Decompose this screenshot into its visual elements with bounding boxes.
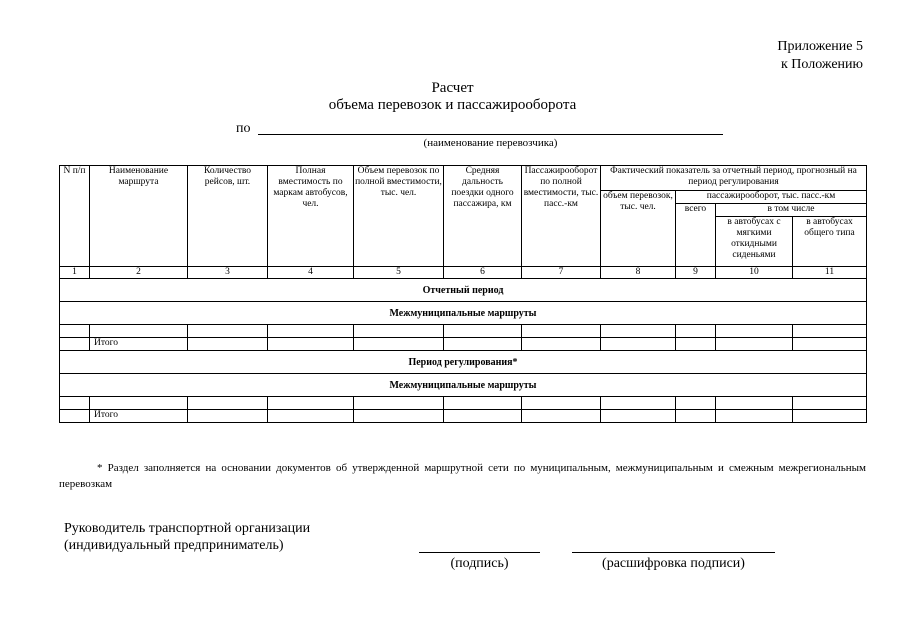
col-number: 8 <box>601 267 676 279</box>
signer-block <box>64 520 310 554</box>
section-reporting-period: Отчетный период <box>60 279 867 302</box>
carrier-name-field[interactable] <box>258 134 723 135</box>
header-route: Наименование маршрута <box>90 166 188 267</box>
col-number: 2 <box>90 267 188 279</box>
footnote: * Раздел заполняется на основании документов об утвержденной маршрутной сети по муниципальным, межмуниципальным и смежным межрегиональным перевозкам <box>59 462 866 490</box>
col-number: 11 <box>793 267 867 279</box>
carrier-hint: (наименование перевозчика) <box>423 137 558 149</box>
calculation-table <box>59 165 867 423</box>
doc-title: Расчет <box>431 80 474 96</box>
header-avg-distance: Средняя дальность поездки одного пассажира, км <box>444 166 522 267</box>
header-actual-group: Фактический показатель за отчетный период, прогнозный на период регулирования <box>601 166 867 191</box>
header-pkm-full: Пассажирооборот по полной вместимости, тыс. пасс.-км <box>522 166 601 267</box>
doc-subtitle: объема перевозок и пассажирооборота <box>328 97 577 113</box>
signer-line1: Руководитель транспортной организации <box>64 521 311 536</box>
section-intermunicipal-routes: Межмуниципальные маршруты <box>60 302 867 325</box>
signer-line2: (индивидуальный предприниматель) <box>64 538 284 553</box>
header-including: в том числе <box>716 204 867 217</box>
header-volume: объем перевозок, тыс. чел. <box>601 191 676 267</box>
appendix-label <box>777 38 863 74</box>
signature-decode-caption: (расшифровка подписи) <box>602 556 745 571</box>
header-general-type: в автобусах общего типа <box>793 217 867 267</box>
col-number: 10 <box>716 267 793 279</box>
signature-decode-field[interactable] <box>572 552 775 553</box>
col-number: 3 <box>188 267 268 279</box>
header-volume-full: Объем перевозок по полной вместимости, тыс. чел. <box>354 166 444 267</box>
header-pkm: пассажирооборот, тыс. пасс.-км <box>676 191 867 204</box>
table-row <box>60 325 867 338</box>
col-number: 7 <box>522 267 601 279</box>
section-regulation-period: Период регулирования* <box>60 351 867 374</box>
header-total: всего <box>676 204 716 267</box>
table-row-total <box>60 338 867 351</box>
table-row <box>60 397 867 410</box>
col-number: 6 <box>444 267 522 279</box>
total-label: Итого <box>90 338 188 351</box>
header-capacity: Полная вместимость по маркам автобусов, чел. <box>268 166 354 267</box>
signature-caption: (подпись) <box>450 556 509 571</box>
header-soft-seats: в автобусах с мягкими откидными сиденьями <box>716 217 793 267</box>
col-number: 9 <box>676 267 716 279</box>
section-intermunicipal-routes: Межмуниципальные маршруты <box>60 374 867 397</box>
header-trips: Количество рейсов, шт. <box>188 166 268 267</box>
appendix-line1: Приложение 5 <box>777 39 863 54</box>
col-number: 1 <box>60 267 90 279</box>
total-label: Итого <box>90 410 188 423</box>
col-number: 4 <box>268 267 354 279</box>
header-n: N п/п <box>60 166 90 267</box>
col-number: 5 <box>354 267 444 279</box>
appendix-line2: к Положению <box>780 57 863 72</box>
table-row-total <box>60 410 867 423</box>
signature-field[interactable] <box>419 552 540 553</box>
carrier-prefix: по <box>236 121 251 136</box>
